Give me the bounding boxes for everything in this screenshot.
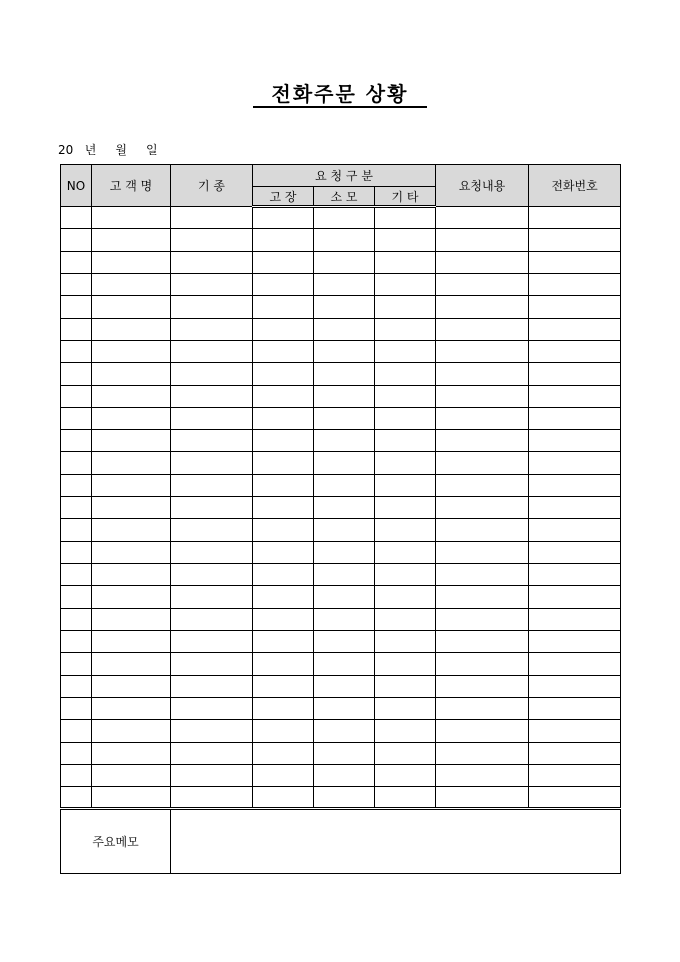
table-cell[interactable]	[436, 452, 529, 474]
table-cell[interactable]	[529, 407, 621, 429]
table-cell[interactable]	[171, 340, 253, 362]
table-cell[interactable]	[253, 630, 314, 652]
header-phone: 전화번호	[529, 165, 621, 207]
table-row	[61, 273, 621, 295]
table-cell[interactable]	[171, 697, 253, 719]
table-cell[interactable]	[529, 541, 621, 563]
table-cell[interactable]	[92, 564, 171, 586]
table-cell[interactable]	[375, 407, 436, 429]
table-cell[interactable]	[253, 340, 314, 362]
header-model: 기 종	[171, 165, 253, 207]
table-cell[interactable]	[436, 519, 529, 541]
table-cell[interactable]	[314, 273, 375, 295]
table-cell[interactable]	[92, 385, 171, 407]
table-cell[interactable]	[92, 541, 171, 563]
table-cell[interactable]	[61, 207, 92, 229]
order-table	[60, 164, 621, 874]
table-cell[interactable]	[375, 787, 436, 809]
table-cell[interactable]	[171, 720, 253, 742]
table-cell[interactable]	[529, 742, 621, 764]
table-cell[interactable]	[171, 363, 253, 385]
table-cell[interactable]	[314, 318, 375, 340]
table-cell[interactable]	[314, 385, 375, 407]
table-cell[interactable]	[436, 430, 529, 452]
table-row	[61, 787, 621, 809]
table-cell[interactable]	[375, 385, 436, 407]
table-cell[interactable]	[375, 697, 436, 719]
table-cell[interactable]	[253, 251, 314, 273]
table-cell[interactable]	[436, 385, 529, 407]
table-cell[interactable]	[436, 764, 529, 786]
header-request-content: 요청내용	[436, 165, 529, 207]
table-cell[interactable]	[436, 207, 529, 229]
table-cell[interactable]	[61, 407, 92, 429]
table-cell[interactable]	[436, 541, 529, 563]
table-cell[interactable]	[529, 296, 621, 318]
table-cell[interactable]	[171, 296, 253, 318]
table-cell[interactable]	[314, 564, 375, 586]
table-cell[interactable]	[529, 497, 621, 519]
table-cell[interactable]	[375, 764, 436, 786]
table-cell[interactable]	[375, 251, 436, 273]
table-cell[interactable]	[314, 340, 375, 362]
table-cell[interactable]	[253, 407, 314, 429]
table-cell[interactable]	[436, 340, 529, 362]
table-cell[interactable]	[375, 340, 436, 362]
table-cell[interactable]	[436, 564, 529, 586]
table-cell[interactable]	[314, 675, 375, 697]
table-cell[interactable]	[61, 452, 92, 474]
table-row	[61, 318, 621, 340]
table-cell[interactable]	[314, 608, 375, 630]
table-cell[interactable]	[253, 564, 314, 586]
table-cell[interactable]	[529, 697, 621, 719]
table-cell[interactable]	[436, 653, 529, 675]
table-cell[interactable]	[375, 363, 436, 385]
table-row	[61, 697, 621, 719]
memo-content[interactable]	[171, 809, 621, 874]
table-cell[interactable]	[529, 764, 621, 786]
table-cell[interactable]	[375, 564, 436, 586]
table-cell[interactable]	[61, 273, 92, 295]
table-cell[interactable]	[375, 229, 436, 251]
document-title: 전화주문 상황	[271, 82, 409, 106]
table-cell[interactable]	[375, 207, 436, 229]
table-cell[interactable]	[529, 318, 621, 340]
table-cell[interactable]	[61, 608, 92, 630]
table-cell[interactable]	[436, 675, 529, 697]
table-cell[interactable]	[314, 519, 375, 541]
table-cell[interactable]	[92, 764, 171, 786]
table-cell[interactable]	[92, 251, 171, 273]
table-cell[interactable]	[171, 229, 253, 251]
table-cell[interactable]	[436, 497, 529, 519]
table-cell[interactable]	[92, 430, 171, 452]
table-cell[interactable]	[529, 229, 621, 251]
table-cell[interactable]	[314, 653, 375, 675]
table-row	[61, 251, 621, 273]
table-cell[interactable]	[436, 787, 529, 809]
table-cell[interactable]	[314, 742, 375, 764]
table-cell[interactable]	[314, 497, 375, 519]
table-row	[61, 653, 621, 675]
table-cell[interactable]	[529, 452, 621, 474]
table-cell[interactable]	[253, 452, 314, 474]
table-row	[61, 296, 621, 318]
table-cell[interactable]	[529, 207, 621, 229]
table-cell[interactable]	[529, 340, 621, 362]
table-row	[61, 363, 621, 385]
table-cell[interactable]	[529, 787, 621, 809]
table-cell[interactable]	[92, 675, 171, 697]
table-cell[interactable]	[61, 340, 92, 362]
table-cell[interactable]	[171, 742, 253, 764]
table-cell[interactable]	[529, 586, 621, 608]
date-line: 20 년 월 일	[58, 143, 158, 157]
table-row	[61, 385, 621, 407]
table-row	[61, 675, 621, 697]
header-no: NO	[61, 165, 92, 207]
table-cell[interactable]	[171, 407, 253, 429]
table-cell[interactable]	[61, 630, 92, 652]
table-cell[interactable]	[171, 474, 253, 496]
table-cell[interactable]	[375, 296, 436, 318]
table-cell[interactable]	[375, 497, 436, 519]
table-cell[interactable]	[375, 318, 436, 340]
table-cell[interactable]	[253, 385, 314, 407]
table-cell[interactable]	[92, 407, 171, 429]
table-cell[interactable]	[436, 363, 529, 385]
table-cell[interactable]	[61, 697, 92, 719]
table-cell[interactable]	[314, 407, 375, 429]
table-cell[interactable]	[375, 630, 436, 652]
table-cell[interactable]	[375, 474, 436, 496]
table-cell[interactable]	[253, 273, 314, 295]
subheader-other: 기 타	[375, 187, 436, 207]
table-cell[interactable]	[375, 608, 436, 630]
subheader-fault: 고 장	[253, 187, 314, 207]
table-cell[interactable]	[61, 519, 92, 541]
table-row	[61, 207, 621, 229]
table-cell[interactable]	[436, 229, 529, 251]
table-cell[interactable]	[92, 318, 171, 340]
table-cell[interactable]	[253, 296, 314, 318]
table-row	[61, 630, 621, 652]
table-cell[interactable]	[529, 608, 621, 630]
table-cell[interactable]	[314, 720, 375, 742]
table-cell[interactable]	[92, 296, 171, 318]
table-cell[interactable]	[529, 474, 621, 496]
table-cell[interactable]	[436, 608, 529, 630]
table-cell[interactable]	[61, 474, 92, 496]
table-cell[interactable]	[375, 675, 436, 697]
table-cell[interactable]	[92, 608, 171, 630]
table-cell[interactable]	[375, 519, 436, 541]
header-row	[61, 165, 621, 187]
table-cell[interactable]	[253, 430, 314, 452]
table-cell[interactable]	[253, 229, 314, 251]
table-row	[61, 407, 621, 429]
table-cell[interactable]	[171, 608, 253, 630]
table-cell[interactable]	[92, 207, 171, 229]
table-cell[interactable]	[436, 630, 529, 652]
table-cell[interactable]	[171, 318, 253, 340]
table-cell[interactable]	[253, 586, 314, 608]
table-cell[interactable]	[171, 385, 253, 407]
table-cell[interactable]	[375, 742, 436, 764]
table-cell[interactable]	[171, 675, 253, 697]
table-cell[interactable]	[314, 586, 375, 608]
table-cell[interactable]	[61, 251, 92, 273]
table-cell[interactable]	[171, 541, 253, 563]
header-request-type: 요 청 구 분	[253, 165, 436, 187]
table-row	[61, 742, 621, 764]
table-cell[interactable]	[253, 675, 314, 697]
table-cell[interactable]	[253, 318, 314, 340]
table-row	[61, 430, 621, 452]
table-cell[interactable]	[253, 653, 314, 675]
table-cell[interactable]	[61, 296, 92, 318]
table-cell[interactable]	[61, 430, 92, 452]
table-cell[interactable]	[92, 697, 171, 719]
table-cell[interactable]	[171, 564, 253, 586]
table-cell[interactable]	[314, 474, 375, 496]
table-cell[interactable]	[529, 564, 621, 586]
table-cell[interactable]	[436, 296, 529, 318]
table-cell[interactable]	[92, 363, 171, 385]
table-cell[interactable]	[253, 541, 314, 563]
table-cell[interactable]	[92, 787, 171, 809]
table-cell[interactable]	[253, 787, 314, 809]
table-cell[interactable]	[314, 363, 375, 385]
table-row	[61, 564, 621, 586]
table-cell[interactable]	[529, 675, 621, 697]
table-cell[interactable]	[171, 497, 253, 519]
table-cell[interactable]	[92, 586, 171, 608]
table-cell[interactable]	[253, 742, 314, 764]
table-row	[61, 452, 621, 474]
table-cell[interactable]	[61, 764, 92, 786]
table-cell[interactable]	[92, 474, 171, 496]
table-cell[interactable]	[314, 452, 375, 474]
table-cell[interactable]	[171, 653, 253, 675]
table-cell[interactable]	[314, 251, 375, 273]
table-cell[interactable]	[61, 720, 92, 742]
table-cell[interactable]	[314, 430, 375, 452]
table-cell[interactable]	[61, 653, 92, 675]
table-cell[interactable]	[436, 318, 529, 340]
table-row	[61, 229, 621, 251]
table-cell[interactable]	[253, 363, 314, 385]
table-cell[interactable]	[61, 541, 92, 563]
table-cell[interactable]	[314, 541, 375, 563]
table-cell[interactable]	[436, 742, 529, 764]
table-cell[interactable]	[171, 519, 253, 541]
table-cell[interactable]	[92, 720, 171, 742]
table-cell[interactable]	[61, 318, 92, 340]
table-cell[interactable]	[253, 474, 314, 496]
table-cell[interactable]	[92, 630, 171, 652]
table-cell[interactable]	[529, 385, 621, 407]
table-cell[interactable]	[314, 229, 375, 251]
table-cell[interactable]	[436, 586, 529, 608]
table-cell[interactable]	[314, 296, 375, 318]
table-row	[61, 497, 621, 519]
memo-row	[61, 809, 621, 874]
table-cell[interactable]	[253, 764, 314, 786]
table-row	[61, 519, 621, 541]
table-cell[interactable]	[529, 363, 621, 385]
table-row	[61, 340, 621, 362]
table-cell[interactable]	[92, 742, 171, 764]
table-cell[interactable]	[436, 407, 529, 429]
table-cell[interactable]	[171, 586, 253, 608]
table-cell[interactable]	[375, 541, 436, 563]
table-cell[interactable]	[529, 720, 621, 742]
table-cell[interactable]	[314, 207, 375, 229]
table-cell[interactable]	[375, 720, 436, 742]
table-row	[61, 474, 621, 496]
title-underline	[253, 106, 427, 108]
table-cell[interactable]	[171, 430, 253, 452]
table-cell[interactable]	[61, 787, 92, 809]
table-cell[interactable]	[314, 697, 375, 719]
table-row	[61, 608, 621, 630]
table-cell[interactable]	[92, 452, 171, 474]
table-cell[interactable]	[436, 720, 529, 742]
table-cell[interactable]	[253, 720, 314, 742]
table-cell[interactable]	[529, 273, 621, 295]
table-cell[interactable]	[92, 497, 171, 519]
table-cell[interactable]	[375, 586, 436, 608]
table-row	[61, 586, 621, 608]
table-cell[interactable]	[171, 207, 253, 229]
table-cell[interactable]	[171, 251, 253, 273]
table-cell[interactable]	[375, 653, 436, 675]
table-cell[interactable]	[92, 519, 171, 541]
table-row	[61, 764, 621, 786]
table-cell[interactable]	[436, 273, 529, 295]
table-cell[interactable]	[253, 207, 314, 229]
table-cell[interactable]	[171, 273, 253, 295]
subheader-consumable: 소 모	[314, 187, 375, 207]
table-cell[interactable]	[436, 697, 529, 719]
table-cell[interactable]	[253, 497, 314, 519]
table-cell[interactable]	[253, 608, 314, 630]
table-cell[interactable]	[253, 519, 314, 541]
table-cell[interactable]	[61, 497, 92, 519]
table-cell[interactable]	[61, 675, 92, 697]
table-cell[interactable]	[171, 764, 253, 786]
table-cell[interactable]	[314, 630, 375, 652]
table-row	[61, 720, 621, 742]
table-cell[interactable]	[61, 742, 92, 764]
table-cell[interactable]	[92, 340, 171, 362]
table-cell[interactable]	[61, 564, 92, 586]
table-cell[interactable]	[171, 630, 253, 652]
table-cell[interactable]	[529, 251, 621, 273]
table-cell[interactable]	[314, 787, 375, 809]
table-cell[interactable]	[61, 229, 92, 251]
table-cell[interactable]	[375, 452, 436, 474]
table-cell[interactable]	[92, 653, 171, 675]
table-cell[interactable]	[171, 787, 253, 809]
table-cell[interactable]	[92, 229, 171, 251]
table-cell[interactable]	[436, 474, 529, 496]
table-row	[61, 541, 621, 563]
table-cell[interactable]	[253, 697, 314, 719]
table-cell[interactable]	[171, 452, 253, 474]
table-cell[interactable]	[529, 653, 621, 675]
table-cell[interactable]	[92, 273, 171, 295]
table-cell[interactable]	[375, 273, 436, 295]
header-customer: 고 객 명	[92, 165, 171, 207]
table-cell[interactable]	[375, 430, 436, 452]
table-cell[interactable]	[436, 251, 529, 273]
table-cell[interactable]	[529, 430, 621, 452]
memo-label: 주요메모	[61, 809, 171, 874]
table-cell[interactable]	[61, 586, 92, 608]
table-cell[interactable]	[529, 630, 621, 652]
table-cell[interactable]	[314, 764, 375, 786]
table-cell[interactable]	[529, 519, 621, 541]
table-cell[interactable]	[61, 385, 92, 407]
table-cell[interactable]	[61, 363, 92, 385]
